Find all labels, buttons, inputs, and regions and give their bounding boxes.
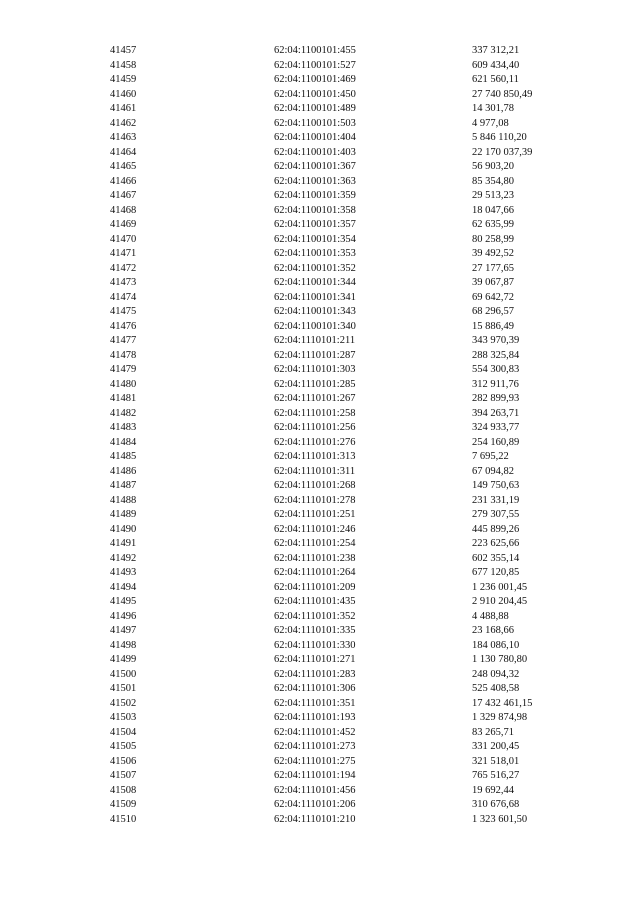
table-row: [110, 233, 632, 248]
cadastral-value-cell: 231 331,19: [472, 494, 520, 506]
row-number-cell: 41483: [110, 422, 137, 433]
cadastral-number-cell: 62:04:1110101:330: [274, 639, 356, 651]
cadastral-value-cell: 56 903,20: [472, 161, 514, 172]
table-row: [110, 465, 632, 480]
table-row: [110, 697, 632, 712]
cadastral-number-cell: 62:04:1110101:246: [274, 523, 356, 535]
row-number-cell: 41459: [110, 74, 137, 85]
cadastral-number-cell: 62:04:1100101:354: [274, 233, 356, 245]
cadastral-number-cell: 62:04:1110101:456: [274, 784, 356, 796]
row-number-cell: 41499: [110, 654, 137, 665]
cadastral-number-cell: 62:04:1100101:404: [274, 132, 356, 143]
table-row: [110, 407, 632, 422]
cadastral-number-cell: 62:04:1100101:403: [274, 146, 356, 158]
table-row: [110, 378, 632, 393]
cadastral-number-cell: 62:04:1100101:359: [274, 190, 356, 201]
cadastral-number-cell: 62:04:1110101:206: [274, 799, 356, 810]
cadastral-value-cell: 310 676,68: [472, 799, 520, 810]
cadastral-value-cell: 5 846 110,20: [472, 132, 527, 143]
cadastral-number-cell: 62:04:1110101:268: [274, 480, 356, 491]
cadastral-number-cell: 62:04:1110101:306: [274, 683, 356, 694]
table-row: [110, 508, 632, 523]
cadastral-value-cell: 27 177,65: [472, 262, 514, 274]
row-number-cell: 41505: [110, 741, 137, 752]
cadastral-value-cell: 14 301,78: [472, 103, 514, 114]
row-number-cell: 41495: [110, 596, 137, 607]
row-number-cell: 41490: [110, 523, 137, 535]
table-row: [110, 102, 632, 117]
cadastral-number-cell: 62:04:1100101:455: [274, 45, 356, 56]
row-number-cell: 41470: [110, 233, 137, 245]
row-number-cell: 41496: [110, 610, 137, 622]
cadastral-value-cell: 609 434,40: [472, 59, 520, 71]
table-body: [110, 44, 632, 827]
row-number-cell: 41471: [110, 248, 137, 259]
cadastral-value-cell: 254 160,89: [472, 436, 520, 448]
cadastral-number-cell: 62:04:1110101:313: [274, 451, 356, 462]
row-number-cell: 41463: [110, 132, 137, 143]
row-number-cell: 41458: [110, 59, 137, 71]
cadastral-number-cell: 62:04:1100101:343: [274, 306, 356, 317]
cadastral-number-cell: 62:04:1110101:256: [274, 422, 356, 433]
table-row: [110, 581, 632, 596]
cadastral-value-cell: 23 168,66: [472, 625, 514, 636]
cadastral-value-cell: 19 692,44: [472, 784, 514, 796]
cadastral-value-cell: 68 296,57: [472, 306, 514, 317]
cadastral-number-cell: 62:04:1110101:193: [274, 712, 356, 723]
row-number-cell: 41461: [110, 103, 137, 114]
row-number-cell: 41489: [110, 509, 137, 520]
cadastral-value-cell: 17 432 461,15: [472, 697, 533, 709]
cadastral-value-cell: 39 492,52: [472, 248, 514, 259]
cadastral-value-cell: 7 695,22: [472, 451, 509, 462]
row-number-cell: 41504: [110, 726, 137, 738]
table-row: [110, 276, 632, 291]
cadastral-number-cell: 62:04:1110101:287: [274, 349, 356, 361]
cadastral-value-cell: 29 513,23: [472, 190, 514, 201]
table-row: [110, 639, 632, 654]
row-number-cell: 41477: [110, 335, 137, 346]
table-row: [110, 537, 632, 552]
table-row: [110, 305, 632, 320]
cadastral-number-cell: 62:04:1110101:251: [274, 509, 356, 520]
cadastral-number-cell: 62:04:1100101:527: [274, 59, 356, 71]
cadastral-value-cell: 554 300,83: [472, 364, 520, 375]
row-number-cell: 41474: [110, 291, 137, 303]
table-row: [110, 595, 632, 610]
cadastral-value-table: [110, 44, 632, 827]
cadastral-number-cell: 62:04:1110101:211: [274, 335, 356, 346]
table-row: [110, 189, 632, 204]
row-number-cell: 41462: [110, 117, 137, 129]
cadastral-value-cell: 18 047,66: [472, 204, 514, 216]
table-row: [110, 88, 632, 103]
cadastral-number-cell: 62:04:1110101:271: [274, 654, 356, 665]
cadastral-value-cell: 27 740 850,49: [472, 88, 533, 100]
cadastral-value-cell: 4 488,88: [472, 610, 509, 622]
cadastral-number-cell: 62:04:1110101:194: [274, 770, 356, 781]
cadastral-value-cell: 4 977,08: [472, 117, 509, 129]
table-row: [110, 392, 632, 407]
cadastral-value-cell: 80 258,99: [472, 233, 514, 245]
row-number-cell: 41492: [110, 552, 137, 564]
cadastral-value-cell: 445 899,26: [472, 523, 520, 535]
table-row: [110, 146, 632, 161]
cadastral-number-cell: 62:04:1110101:275: [274, 755, 356, 767]
row-number-cell: 41506: [110, 755, 137, 767]
row-number-cell: 41473: [110, 277, 137, 288]
row-number-cell: 41469: [110, 219, 137, 230]
table-row: [110, 552, 632, 567]
cadastral-number-cell: 62:04:1100101:352: [274, 262, 356, 274]
cadastral-value-cell: 621 560,11: [472, 74, 519, 85]
cadastral-value-cell: 677 120,85: [472, 567, 520, 578]
cadastral-number-cell: 62:04:1100101:363: [274, 175, 356, 187]
table-row: [110, 813, 632, 828]
cadastral-number-cell: 62:04:1100101:341: [274, 291, 356, 303]
table-row: [110, 798, 632, 813]
table-row: [110, 479, 632, 494]
table-row: [110, 291, 632, 306]
row-number-cell: 41472: [110, 262, 137, 274]
cadastral-number-cell: 62:04:1100101:340: [274, 320, 356, 332]
table-row: [110, 610, 632, 625]
cadastral-number-cell: 62:04:1110101:303: [274, 364, 356, 375]
table-row: [110, 247, 632, 262]
row-number-cell: 41482: [110, 407, 137, 419]
cadastral-value-cell: 337 312,21: [472, 45, 520, 56]
row-number-cell: 41465: [110, 161, 137, 172]
row-number-cell: 41488: [110, 494, 137, 506]
row-number-cell: 41494: [110, 581, 137, 593]
table-row: [110, 682, 632, 697]
row-number-cell: 41510: [110, 813, 137, 825]
cadastral-number-cell: 62:04:1100101:358: [274, 204, 356, 216]
row-number-cell: 41507: [110, 770, 137, 781]
cadastral-value-cell: 248 094,32: [472, 668, 520, 680]
table-row: [110, 726, 632, 741]
table-row: [110, 711, 632, 726]
table-row: [110, 769, 632, 784]
cadastral-number-cell: 62:04:1110101:335: [274, 625, 356, 636]
cadastral-number-cell: 62:04:1110101:278: [274, 494, 356, 506]
cadastral-value-cell: 83 265,71: [472, 726, 514, 738]
row-number-cell: 41464: [110, 146, 137, 158]
cadastral-number-cell: 62:04:1110101:267: [274, 393, 356, 404]
cadastral-number-cell: 62:04:1110101:452: [274, 726, 356, 738]
table-row: [110, 204, 632, 219]
row-number-cell: 41467: [110, 190, 137, 201]
cadastral-value-cell: 1 329 874,98: [472, 712, 528, 723]
row-number-cell: 41493: [110, 567, 137, 578]
row-number-cell: 41501: [110, 683, 137, 694]
row-number-cell: 41502: [110, 697, 137, 709]
table-row: [110, 59, 632, 74]
cadastral-number-cell: 62:04:1100101:503: [274, 117, 356, 129]
row-number-cell: 41475: [110, 306, 137, 317]
row-number-cell: 41481: [110, 393, 137, 404]
table-row: [110, 218, 632, 233]
table-row: [110, 624, 632, 639]
row-number-cell: 41498: [110, 639, 137, 651]
cadastral-value-cell: 394 263,71: [472, 407, 520, 419]
cadastral-number-cell: 62:04:1110101:352: [274, 610, 356, 622]
row-number-cell: 41468: [110, 204, 137, 216]
cadastral-value-cell: 223 625,66: [472, 538, 520, 549]
cadastral-value-cell: 288 325,84: [472, 349, 520, 361]
cadastral-number-cell: 62:04:1110101:276: [274, 436, 356, 448]
cadastral-value-cell: 67 094,82: [472, 465, 514, 477]
cadastral-number-cell: 62:04:1100101:344: [274, 277, 356, 288]
table-row: [110, 566, 632, 581]
row-number-cell: 41466: [110, 175, 137, 187]
table-row: [110, 175, 632, 190]
table-row: [110, 668, 632, 683]
table-row: [110, 349, 632, 364]
row-number-cell: 41487: [110, 480, 137, 491]
cadastral-number-cell: 62:04:1110101:210: [274, 813, 356, 825]
cadastral-number-cell: 62:04:1110101:273: [274, 741, 356, 752]
cadastral-value-cell: 525 408,58: [472, 683, 520, 694]
cadastral-value-cell: 15 886,49: [472, 320, 514, 332]
cadastral-value-cell: 69 642,72: [472, 291, 514, 303]
cadastral-number-cell: 62:04:1100101:367: [274, 161, 356, 172]
table-row: [110, 363, 632, 378]
cadastral-value-cell: 1 130 780,80: [472, 654, 528, 665]
table-row: [110, 740, 632, 755]
cadastral-value-cell: 765 516,27: [472, 770, 520, 781]
row-number-cell: 41479: [110, 364, 137, 375]
row-number-cell: 41491: [110, 538, 137, 549]
cadastral-number-cell: 62:04:1110101:283: [274, 668, 356, 680]
cadastral-value-cell: 1 323 601,50: [472, 813, 528, 825]
cadastral-value-cell: 39 067,87: [472, 277, 514, 288]
table-row: [110, 755, 632, 770]
table-row: [110, 320, 632, 335]
cadastral-number-cell: 62:04:1100101:469: [274, 74, 356, 85]
row-number-cell: 41509: [110, 799, 137, 810]
cadastral-number-cell: 62:04:1100101:357: [274, 219, 356, 230]
table-row: [110, 44, 632, 59]
row-number-cell: 41500: [110, 668, 137, 680]
row-number-cell: 41478: [110, 349, 137, 361]
cadastral-number-cell: 62:04:1100101:353: [274, 248, 356, 259]
row-number-cell: 41486: [110, 465, 137, 477]
row-number-cell: 41508: [110, 784, 137, 796]
cadastral-value-cell: 1 236 001,45: [472, 581, 528, 593]
row-number-cell: 41485: [110, 451, 137, 462]
table-row: [110, 131, 632, 146]
table-row: [110, 436, 632, 451]
cadastral-number-cell: 62:04:1110101:209: [274, 581, 356, 593]
cadastral-value-cell: 22 170 037,39: [472, 146, 533, 158]
row-number-cell: 41460: [110, 88, 137, 100]
cadastral-number-cell: 62:04:1110101:258: [274, 407, 356, 419]
cadastral-value-cell: 279 307,55: [472, 509, 520, 520]
cadastral-value-cell: 312 911,76: [472, 378, 519, 390]
row-number-cell: 41480: [110, 378, 137, 390]
cadastral-value-cell: 2 910 204,45: [472, 596, 528, 607]
table-row: [110, 262, 632, 277]
table-row: [110, 523, 632, 538]
cadastral-value-cell: 321 518,01: [472, 755, 520, 767]
cadastral-number-cell: 62:04:1110101:254: [274, 538, 356, 549]
table-row: [110, 334, 632, 349]
cadastral-value-cell: 343 970,39: [472, 335, 520, 346]
table-row: [110, 421, 632, 436]
cadastral-value-cell: 324 933,77: [472, 422, 520, 433]
table-row: [110, 450, 632, 465]
cadastral-number-cell: 62:04:1110101:351: [274, 697, 356, 709]
cadastral-value-cell: 184 086,10: [472, 639, 520, 651]
row-number-cell: 41484: [110, 436, 137, 448]
cadastral-number-cell: 62:04:1110101:311: [274, 465, 356, 477]
cadastral-value-cell: 282 899,93: [472, 393, 520, 404]
cadastral-value-cell: 602 355,14: [472, 552, 520, 564]
cadastral-number-cell: 62:04:1110101:285: [274, 378, 356, 390]
cadastral-number-cell: 62:04:1100101:450: [274, 88, 356, 100]
row-number-cell: 41476: [110, 320, 137, 332]
cadastral-number-cell: 62:04:1110101:238: [274, 552, 356, 564]
table-row: [110, 494, 632, 509]
row-number-cell: 41497: [110, 625, 137, 636]
row-number-cell: 41503: [110, 712, 137, 723]
cadastral-value-cell: 62 635,99: [472, 219, 514, 230]
table-row: [110, 117, 632, 132]
cadastral-number-cell: 62:04:1110101:264: [274, 567, 356, 578]
cadastral-number-cell: 62:04:1110101:435: [274, 596, 356, 607]
table-row: [110, 784, 632, 799]
cadastral-value-cell: 331 200,45: [472, 741, 520, 752]
table-row: [110, 653, 632, 668]
cadastral-number-cell: 62:04:1100101:489: [274, 103, 356, 114]
table-row: [110, 160, 632, 175]
cadastral-value-cell: 85 354,80: [472, 175, 514, 187]
cadastral-value-cell: 149 750,63: [472, 480, 520, 491]
table-row: [110, 73, 632, 88]
row-number-cell: 41457: [110, 45, 137, 56]
